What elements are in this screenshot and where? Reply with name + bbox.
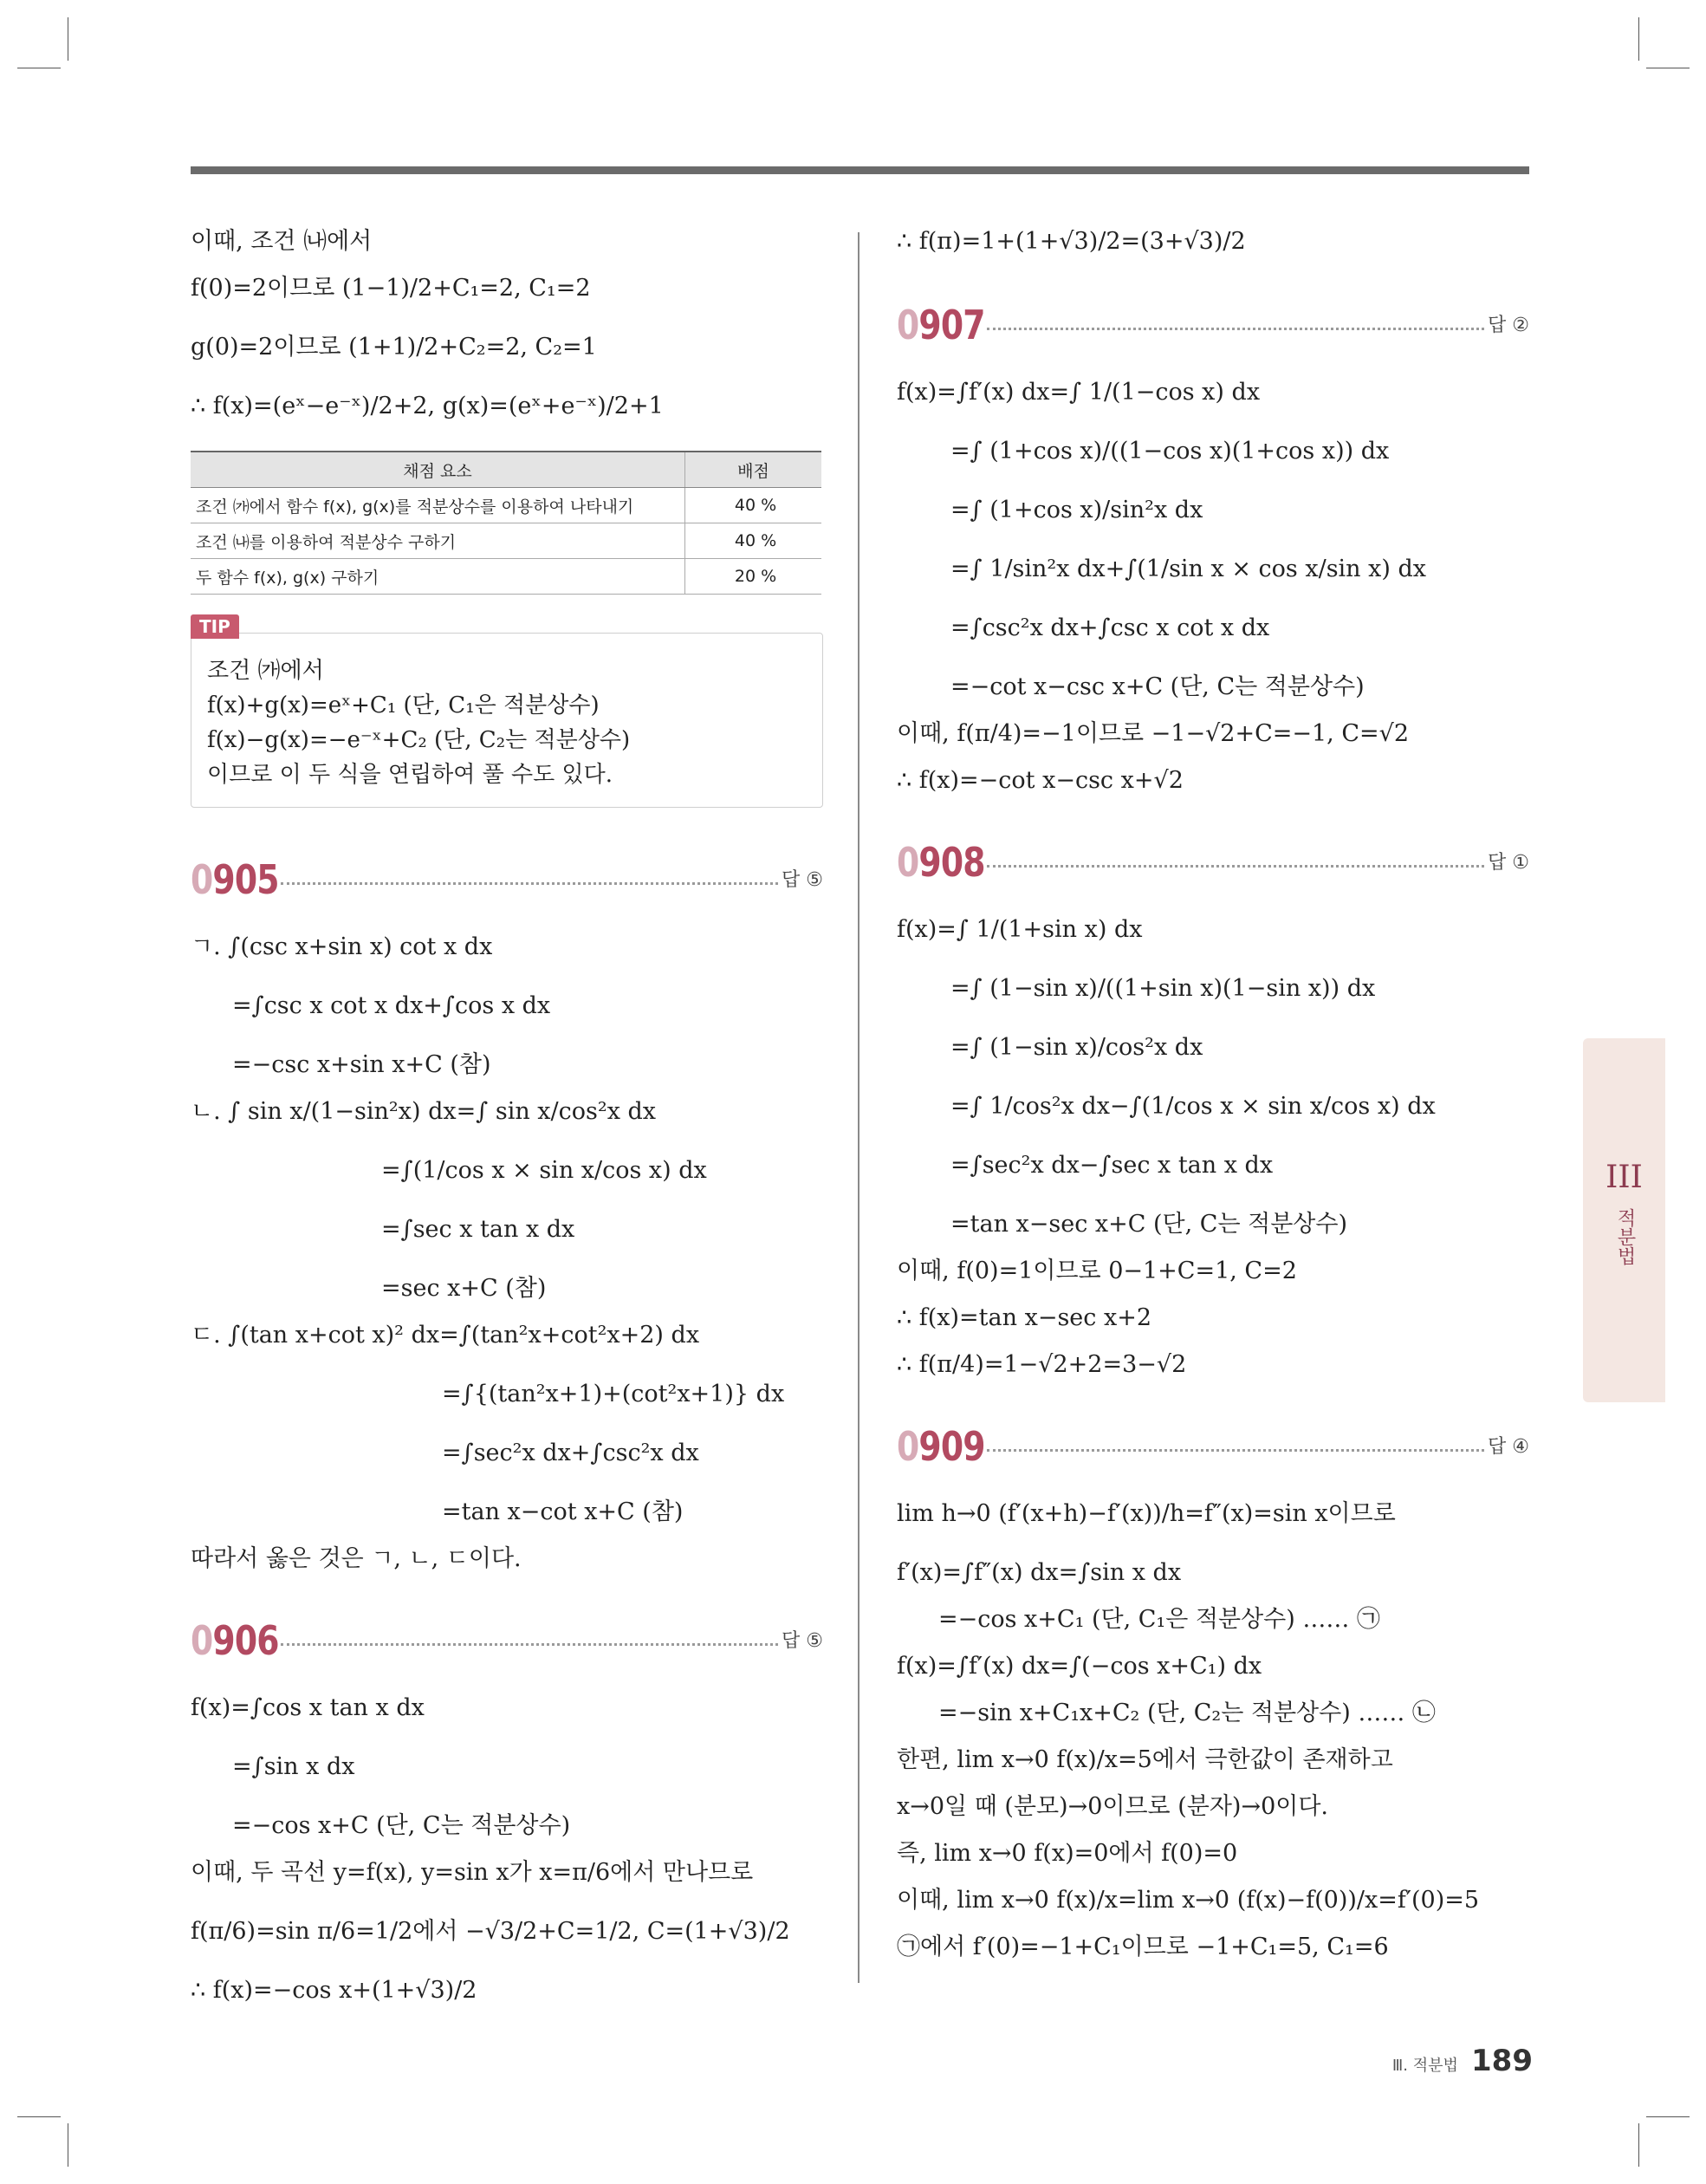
equation: =−cot x−csc x+C (단, C는 적분상수) [950, 673, 1365, 700]
text-line: 이때, 조건 ㈏에서 [191, 228, 373, 255]
equation: =∫ (1+cos x)/sin²x dx [950, 497, 1203, 523]
text-line: 즉, lim x→0 f(x)=0에서 f(0)=0 [897, 1840, 1238, 1867]
table-header: 배점 [685, 452, 822, 488]
problem-number: 0908 [897, 839, 985, 886]
equation: =∫{(tan²x+1)+(cot²x+1)} dx [442, 1381, 785, 1407]
tip-box [191, 616, 823, 808]
equation: 이때, f(0)=1이므로 0−1+C=1, C=2 [897, 1258, 1297, 1284]
problem-header-0909 [897, 1420, 1529, 1475]
equation: f(x)=∫cos x tan x dx [191, 1694, 425, 1721]
scoring-table [191, 451, 821, 595]
equation: =∫sec²x dx+∫csc²x dx [442, 1440, 699, 1466]
crop-mark [1646, 2116, 1690, 2117]
equation: ㄷ. ∫(tan x+cot x)² dx=∫(tan²x+cot²x+2) dx [191, 1322, 700, 1349]
table-header: 채점 요소 [191, 452, 685, 488]
chapter-roman: III [1605, 1160, 1643, 1195]
tip-line: f(x)+g(x)=eˣ+C₁ (단, C₁은 적분상수) [207, 692, 600, 718]
problem-header-0906 [191, 1614, 823, 1669]
answer-badge: 답 ① [1488, 852, 1529, 874]
equation: =−sin x+C₁x+C₂ (단, C₂는 적분상수) …… ㉡ [938, 1700, 1436, 1726]
tip-badge: TIP [191, 614, 239, 639]
equation: ∴ f(x)=(eˣ−e⁻ˣ)/2+2, g(x)=(eˣ+e⁻ˣ)/2+1 [191, 393, 664, 419]
dotted-leader [987, 865, 1484, 868]
chapter-title-vertical: 적분법 [1614, 1208, 1636, 1265]
dotted-leader [987, 328, 1484, 330]
equation: =∫csc²x dx+∫csc x cot x dx [950, 614, 1270, 641]
equation: g(0)=2이므로 (1+1)/2+C₂=2, C₂=1 [191, 334, 597, 361]
equation: ㉠에서 f′(0)=−1+C₁이므로 −1+C₁=5, C₁=6 [897, 1934, 1389, 1960]
right-column [897, 227, 1529, 1979]
problem-header-0907 [897, 298, 1529, 354]
answer-badge: 답 ⑤ [782, 1630, 823, 1652]
problem-number: 0905 [191, 856, 279, 903]
problem-number: 0909 [897, 1423, 985, 1470]
table-cell: 20 % [685, 559, 822, 595]
tip-line: 조건 ㈎에서 [207, 658, 324, 684]
column-divider [858, 232, 859, 1983]
equation: ∴ f(x)=tan x−sec x+2 [897, 1304, 1152, 1331]
problem-header-0905 [191, 853, 823, 908]
equation: f(x)=∫f′(x) dx=∫ 1/(1−cos x) dx [897, 379, 1261, 406]
equation: =tan x−cot x+C (참) [442, 1498, 684, 1525]
equation: f(x)=∫f′(x) dx=∫(−cos x+C₁) dx [897, 1653, 1262, 1680]
crop-mark [1638, 17, 1639, 61]
conclusion: 따라서 옳은 것은 ㄱ, ㄴ, ㄷ이다. [191, 1545, 522, 1572]
equation: =∫(1/cos x × sin x/cos x) dx [381, 1157, 707, 1184]
equation: =∫ (1+cos x)/((1−cos x)(1+cos x)) dx [950, 438, 1390, 465]
equation: f(0)=2이므로 (1−1)/2+C₁=2, C₁=2 [191, 275, 591, 302]
table-cell: 40 % [685, 488, 822, 523]
equation: =∫sec x tan x dx [381, 1216, 575, 1243]
equation: ㄴ. ∫ sin x/(1−sin²x) dx=∫ sin x/cos²x dx [191, 1098, 657, 1125]
table-cell: 두 함수 f(x), g(x) 구하기 [191, 559, 685, 595]
dotted-leader [281, 882, 778, 885]
answer-badge: 답 ② [1488, 315, 1529, 336]
equation: ∴ f(x)=−cot x−csc x+√2 [897, 767, 1184, 794]
problem-number: 0906 [191, 1617, 279, 1664]
text-line: 한편, lim x→0 f(x)/x=5에서 극한값이 존재하고 [897, 1746, 1393, 1773]
equation: =−cos x+C (단, C는 적분상수) [232, 1812, 571, 1839]
problem-number: 0907 [897, 302, 985, 348]
dotted-leader [987, 1449, 1484, 1452]
answer-badge: 답 ④ [1488, 1436, 1529, 1458]
page-number: 189 [1471, 2044, 1533, 2078]
equation: f(x)=∫ 1/(1+sin x) dx [897, 916, 1143, 943]
table-cell: 40 % [685, 523, 822, 559]
footer-chapter: Ⅲ. 적분법 [1391, 2057, 1458, 2075]
equation: lim h→0 (f′(x+h)−f′(x))/h=f″(x)=sin x이므로 [897, 1500, 1396, 1527]
table-row [191, 488, 821, 523]
equation: =∫sin x dx [232, 1753, 355, 1780]
chapter-side-tab [1583, 1038, 1665, 1402]
problem-header-0908 [897, 835, 1529, 891]
tip-line: 이므로 이 두 식을 연립하여 풀 수도 있다. [207, 762, 613, 788]
equation: =sec x+C (참) [381, 1275, 547, 1302]
table-row [191, 523, 821, 559]
table-header-row [191, 452, 821, 488]
equation: =∫ 1/cos²x dx−∫(1/cos x × sin x/cos x) dx [950, 1093, 1436, 1120]
page-footer [1392, 2044, 1533, 2078]
text-line: x→0일 때 (분모)→0이므로 (분자)→0이다. [897, 1793, 1328, 1820]
crop-mark [1638, 2123, 1639, 2167]
equation: =−cos x+C₁ (단, C₁은 적분상수) …… ㉠ [938, 1606, 1380, 1633]
equation: ∴ f(π/4)=1−√2+2=3−√2 [897, 1351, 1187, 1378]
left-column [191, 227, 823, 2023]
dotted-leader [281, 1643, 778, 1646]
equation: ㄱ. ∫(csc x+sin x) cot x dx [191, 933, 493, 960]
equation: =tan x−sec x+C (단, C는 적분상수) [950, 1211, 1347, 1238]
equation: =∫ (1−sin x)/cos²x dx [950, 1034, 1203, 1061]
answer-badge: 답 ⑤ [782, 869, 823, 891]
header-rule [191, 166, 1529, 174]
equation: 이때, lim x→0 f(x)/x=lim x→0 (f(x)−f(0))/x=f′(0)=5 [897, 1887, 1480, 1914]
table-row [191, 559, 821, 595]
equation: =∫ (1−sin x)/((1+sin x)(1−sin x)) dx [950, 975, 1376, 1002]
equation: =∫ 1/sin²x dx+∫(1/sin x × cos x/sin x) dx [950, 556, 1427, 582]
equation: f′(x)=∫f″(x) dx=∫sin x dx [897, 1559, 1182, 1586]
equation: f(π/6)=sin π/6=1/2에서 −√3/2+C=1/2, C=(1+√3)/2 [191, 1918, 790, 1945]
tip-line: f(x)−g(x)=−e⁻ˣ+C₂ (단, C₂는 적분상수) [207, 727, 631, 753]
equation: ∴ f(x)=−cos x+(1+√3)/2 [191, 1977, 477, 2004]
crop-mark [17, 2116, 61, 2117]
table-cell: 조건 ㈎에서 함수 f(x), g(x)를 적분상수를 이용하여 나타내기 [191, 488, 685, 523]
equation: =−csc x+sin x+C (참) [232, 1051, 491, 1078]
table-cell: 조건 ㈏를 이용하여 적분상수 구하기 [191, 523, 685, 559]
text-line: 이때, 두 곡선 y=f(x), y=sin x가 x=π/6에서 만나므로 [191, 1859, 754, 1886]
equation: =∫sec²x dx−∫sec x tan x dx [950, 1152, 1274, 1179]
equation: ∴ f(π)=1+(1+√3)/2=(3+√3)/2 [897, 228, 1246, 255]
equation: 이때, f(π/4)=−1이므로 −1−√2+C=−1, C=√2 [897, 720, 1410, 747]
equation: =∫csc x cot x dx+∫cos x dx [232, 992, 551, 1019]
